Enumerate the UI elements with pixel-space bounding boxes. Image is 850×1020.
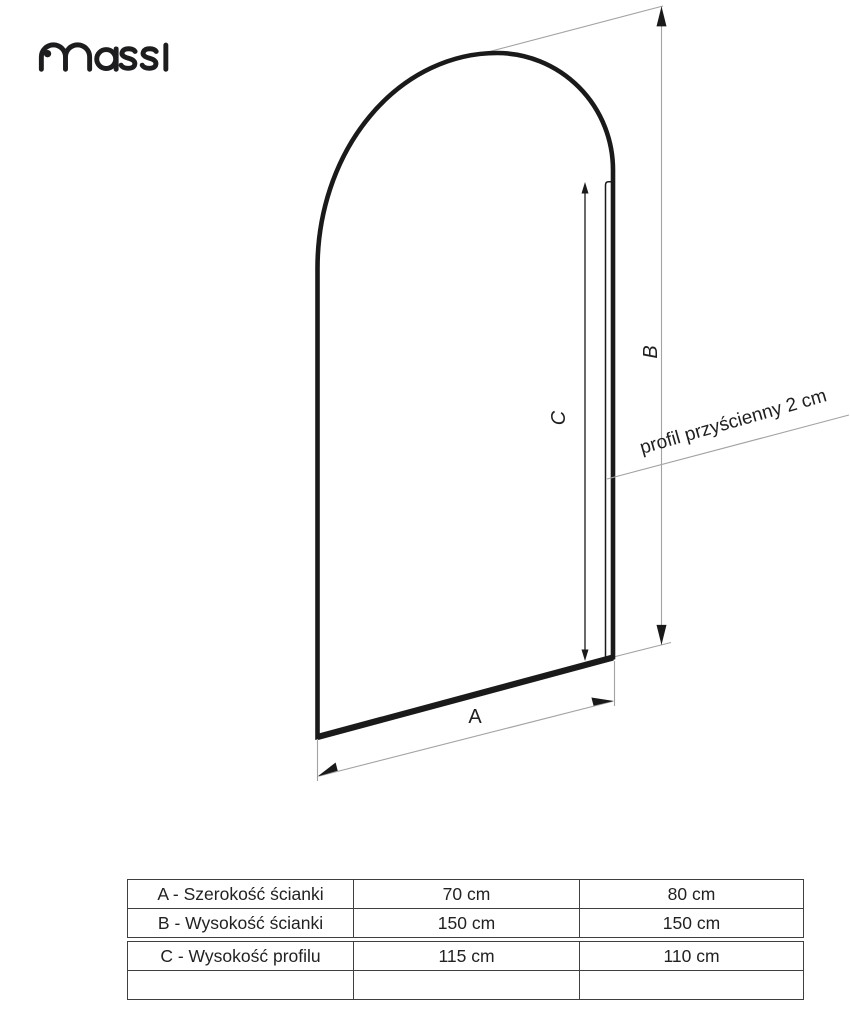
dimension-a [315,692,614,776]
row-empty-value-1 [354,971,580,1000]
dimension-b [640,6,667,645]
glass-panel-outline [318,53,614,737]
dimension-c-label: C [548,410,570,426]
extension-lines [318,6,672,781]
profile-annotation [607,385,849,479]
row-a-value-2: 80 cm [580,880,804,909]
arrow-c-bottom [582,650,589,662]
row-c-value-2: 110 cm [580,942,804,971]
dimensions-table-block-1 [127,879,804,938]
row-b-value-1: 150 cm [354,909,580,938]
row-a-label: A - Szerokość ścianki [128,880,354,909]
dimension-b-label: B [640,345,662,359]
profile-annotation-text: profil przyścienny 2 cm [637,385,830,459]
row-b-value-2: 150 cm [580,909,804,938]
row-empty-value-2 [580,971,804,1000]
table-row-c [128,942,804,971]
dimension-a-label: A [468,706,482,728]
glass-panel-bottom-edge [318,658,614,738]
row-empty-label [128,971,354,1000]
row-c-label: C - Wysokość profilu [128,942,354,971]
table-row-b [128,909,804,938]
row-a-value-1: 70 cm [354,880,580,909]
arrow-b-top [657,6,667,26]
arrow-b-bottom [657,625,667,645]
dimensions-table-block-2 [127,941,804,1000]
row-c-value-1: 115 cm [354,942,580,971]
table-row-a [128,880,804,909]
table-row-empty [128,971,804,1000]
row-b-label: B - Wysokość ścianki [128,909,354,938]
dimension-c [548,182,589,661]
arrow-c-top [582,182,589,194]
